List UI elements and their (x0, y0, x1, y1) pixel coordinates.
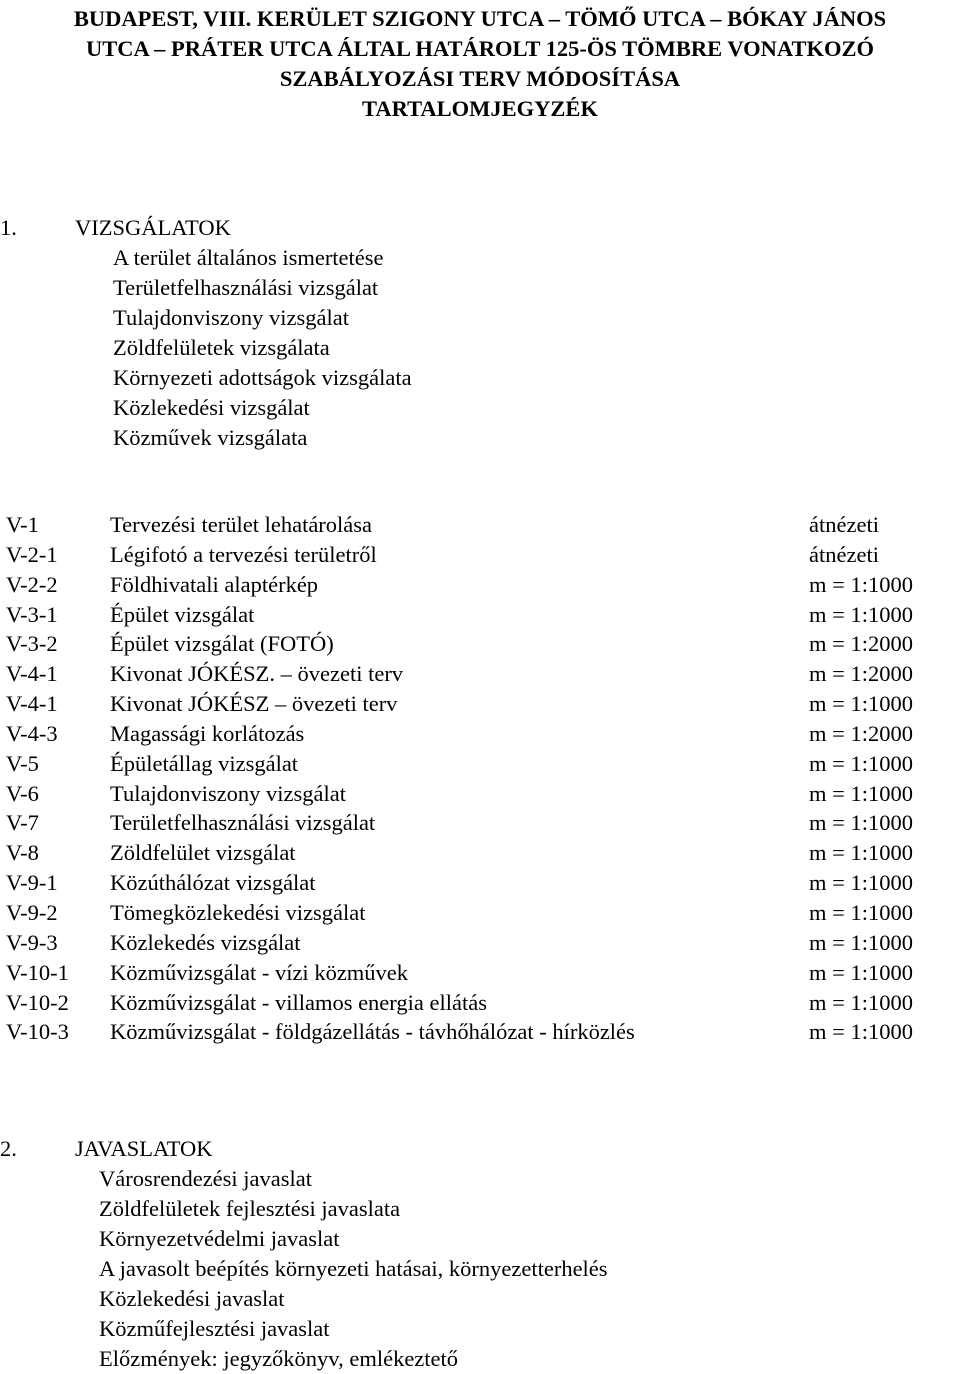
plan-title: Közlekedés vizsgálat (110, 929, 301, 955)
title-line: SZABÁLYOZÁSI TERV MÓDOSÍTÁSA (279, 66, 681, 91)
list-item: Tulajdonviszony vizsgálat (113, 305, 350, 330)
plan-title: Közúthálózat vizsgálat (110, 870, 316, 896)
plan-title: Zöldfelület vizsgálat (110, 840, 296, 866)
plan-scale: m = 1:1000 (809, 929, 913, 955)
plan-code: V-10-2 (6, 989, 69, 1015)
document-title (0, 4, 960, 124)
plan-row (6, 808, 936, 838)
list-item: Közművek vizsgálata (113, 425, 308, 450)
plan-code: V-4-1 (6, 661, 58, 687)
plan-scale: m = 1:1000 (809, 571, 913, 597)
plan-code: V-10-1 (6, 959, 69, 985)
plan-row (6, 570, 936, 600)
plan-scale: m = 1:2000 (809, 720, 913, 746)
plan-scale: m = 1:2000 (809, 631, 913, 657)
plan-scale: m = 1:1000 (809, 750, 913, 776)
plan-row (6, 629, 936, 659)
plan-row (6, 988, 936, 1018)
plan-code: V-3-2 (6, 631, 58, 657)
list-item: Zöldfelületek fejlesztési javaslata (99, 1196, 401, 1221)
plan-row (6, 719, 936, 749)
section-1-items (113, 243, 412, 453)
section-2-items (99, 1164, 608, 1374)
plan-row (6, 689, 936, 719)
plan-scale: m = 1:1000 (809, 601, 913, 627)
list-item: Közműfejlesztési javaslat (99, 1316, 330, 1341)
plan-row (6, 540, 936, 570)
plan-code: V-6 (6, 780, 39, 806)
list-item: Környezeti adottságok vizsgálata (113, 365, 412, 390)
title-line: TARTALOMJEGYZÉK (362, 96, 598, 121)
plan-code: V-5 (6, 750, 39, 776)
plan-code: V-1 (6, 512, 39, 537)
list-item: Közlekedési javaslat (99, 1286, 285, 1311)
plan-title: Közművizsgálat - vízi közművek (110, 959, 409, 985)
plan-code: V-2-2 (6, 571, 58, 597)
plan-row (6, 928, 936, 958)
section-1-title: VIZSGÁLATOK (75, 215, 231, 240)
plan-title: Közművizsgálat - földgázellátás - távhőhálózat - hírközlés (110, 1019, 635, 1045)
list-item: Zöldfelületek vizsgálata (113, 335, 330, 360)
plan-scale: m = 1:1000 (809, 870, 913, 896)
plan-row (6, 838, 936, 868)
plan-title: Épület vizsgálat (110, 601, 255, 627)
list-item: A terület általános ismertetése (113, 245, 384, 270)
plan-row (6, 868, 936, 898)
list-item: A javasolt beépítés környezeti hatásai, környezetterhelés (99, 1256, 608, 1281)
plan-code: V-9-2 (6, 899, 58, 925)
plan-title: Tulajdonviszony vizsgálat (110, 780, 347, 806)
plan-row (6, 958, 936, 988)
section-1-number: 1. (0, 215, 17, 240)
plan-scale: m = 1:1000 (809, 989, 913, 1015)
plan-code: V-9-1 (6, 870, 58, 896)
list-item: Közlekedési vizsgálat (113, 395, 310, 420)
plan-code: V-2-1 (6, 541, 58, 567)
plan-title: Földhivatali alaptérkép (110, 571, 319, 597)
plan-list (6, 510, 936, 1047)
plan-scale: m = 1:1000 (809, 899, 913, 925)
plan-title: Kivonat JÓKÉSZ – övezeti terv (110, 691, 398, 717)
plan-code: V-4-1 (6, 691, 58, 717)
title-line: UTCA – PRÁTER UTCA ÁLTAL HATÁROLT 125-ÖS TÖMBRE VONATKOZÓ (85, 36, 875, 61)
plan-row (6, 600, 936, 630)
plan-scale: m = 1:1000 (809, 810, 913, 836)
plan-row (6, 779, 936, 809)
plan-code: V-4-3 (6, 720, 58, 746)
plan-title: Légifotó a tervezési területről (110, 541, 377, 567)
plan-code: V-3-1 (6, 601, 58, 627)
section-2-number: 2. (0, 1136, 17, 1161)
plan-scale: átnézeti (809, 541, 879, 567)
plan-title: Tömegközlekedési vizsgálat (110, 899, 366, 925)
plan-title: Épület vizsgálat (FOTÓ) (110, 631, 334, 657)
plan-code: V-7 (6, 810, 39, 836)
title-line: BUDAPEST, VIII. KERÜLET SZIGONY UTCA – TÖMŐ UTCA – BÓKAY JÁNOS (73, 6, 887, 31)
plan-row (6, 898, 936, 928)
list-item: Városrendezési javaslat (99, 1166, 313, 1191)
plan-scale: m = 1:1000 (809, 1019, 913, 1045)
plan-scale: m = 1:1000 (809, 959, 913, 985)
list-item: Előzmények: jegyzőkönyv, emlékeztető (99, 1346, 459, 1371)
plan-scale: átnézeti (809, 512, 879, 537)
plan-row (6, 749, 936, 779)
plan-row (6, 510, 936, 540)
plan-title: Területfelhasználási vizsgálat (110, 810, 376, 836)
plan-scale: m = 1:1000 (809, 691, 913, 717)
list-item: Területfelhasználási vizsgálat (113, 275, 379, 300)
plan-title: Magassági korlátozás (110, 720, 305, 746)
list-item: Környezetvédelmi javaslat (99, 1226, 340, 1251)
plan-scale: m = 1:2000 (809, 661, 913, 687)
plan-code: V-10-3 (6, 1019, 69, 1045)
plan-row (6, 1017, 936, 1047)
plan-row (6, 659, 936, 689)
section-2-title: JAVASLATOK (75, 1136, 213, 1161)
plan-title: Közművizsgálat - villamos energia ellátás (110, 989, 487, 1015)
plan-scale: m = 1:1000 (809, 780, 913, 806)
plan-title: Kivonat JÓKÉSZ. – övezeti terv (110, 661, 404, 687)
plan-scale: m = 1:1000 (809, 840, 913, 866)
plan-title: Tervezési terület lehatárolása (110, 512, 373, 537)
plan-code: V-8 (6, 840, 39, 866)
plan-title: Épületállag vizsgálat (110, 750, 299, 776)
plan-code: V-9-3 (6, 929, 58, 955)
